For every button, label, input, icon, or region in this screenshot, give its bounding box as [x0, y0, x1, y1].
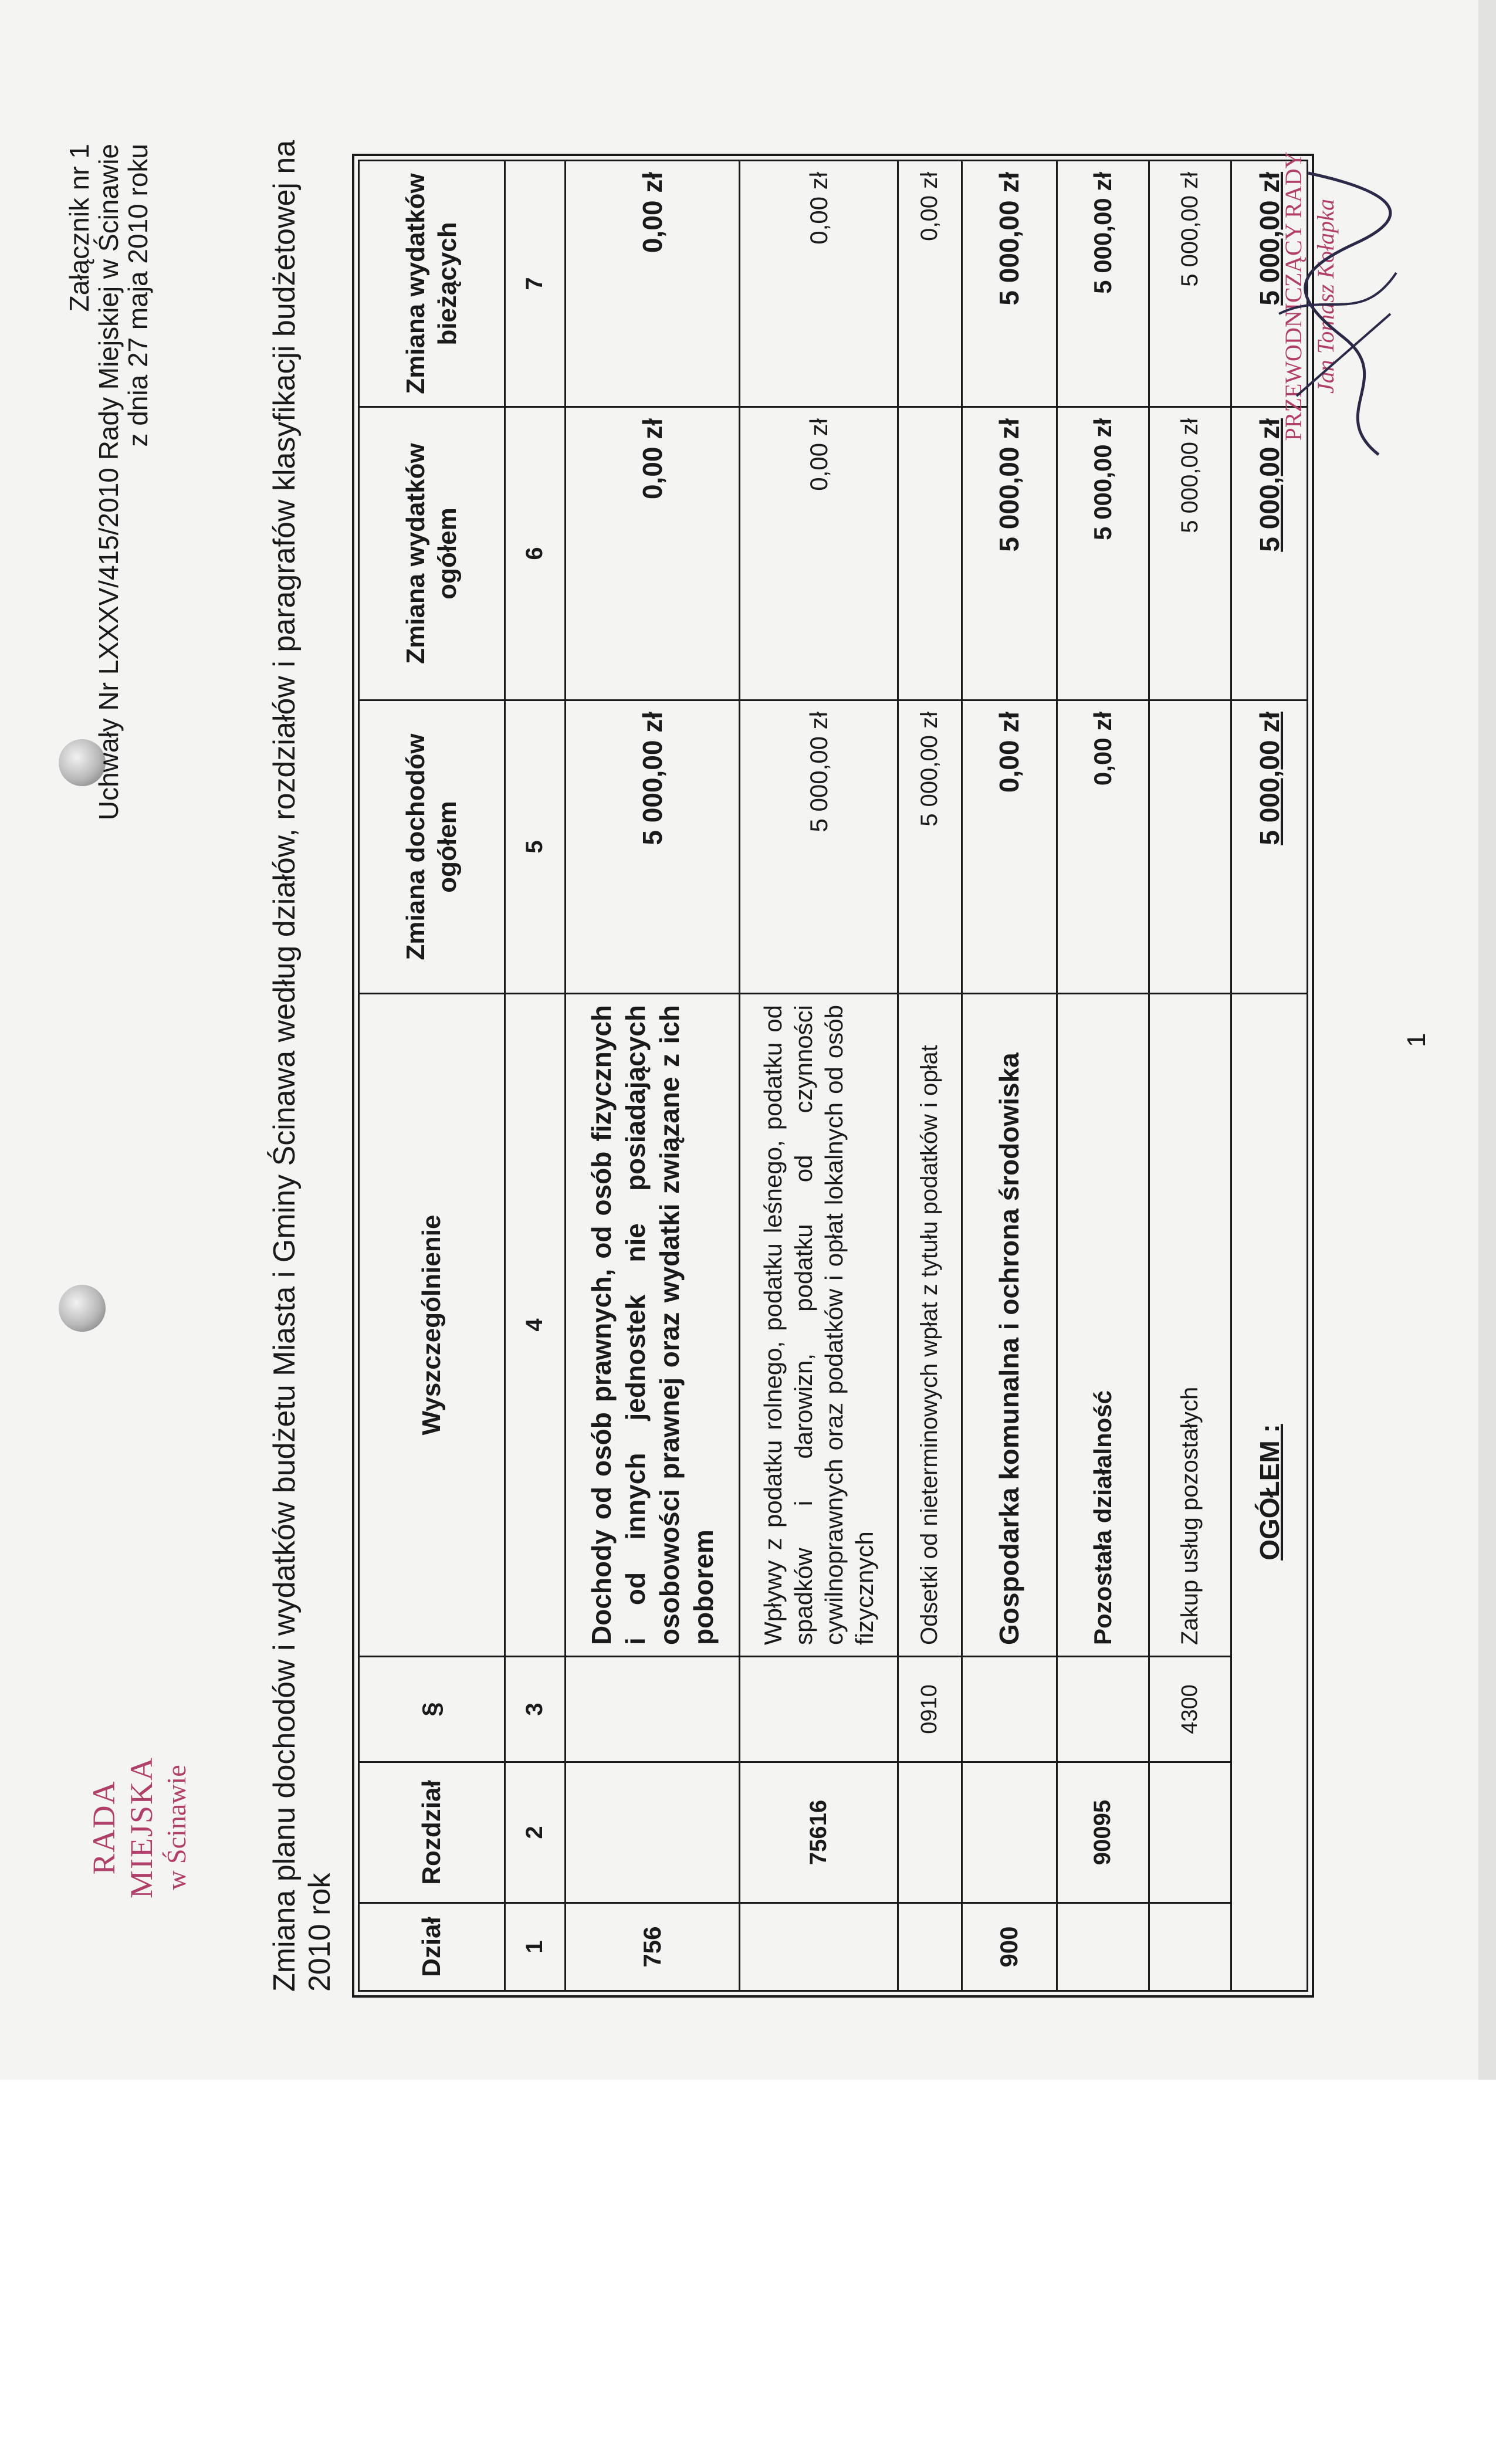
wydatki-cell: 0,00 zł [739, 407, 898, 700]
document-title: Zmiana planu dochodów i wydatków budżetu Miasta i Gminy Ścinawa według działów, rozdziałów i paragrafów klasyfikacji budżetowej na 2010 rok [268, 140, 337, 1992]
biezace-cell: 5 000,00 zł [962, 161, 1057, 407]
council-stamp [85, 1734, 193, 1921]
paragraf-cell [1057, 1657, 1149, 1762]
header-dzial: Dział [359, 1903, 505, 1991]
biezace-cell: 5 000,00 zł [1057, 161, 1149, 407]
table-header-row [359, 161, 505, 1991]
rozdzial-cell [962, 1762, 1057, 1903]
dzial-cell [898, 1903, 962, 1991]
rozdzial-cell [565, 1762, 739, 1903]
table-row [898, 161, 962, 1991]
rozdzial-cell [898, 1762, 962, 1903]
resolution-label: Uchwały Nr LXXXV/415/2010 Rady Miejskiej w Ścinawie [93, 144, 124, 821]
page-number: 1 [1402, 1033, 1431, 1047]
dzial-cell [1149, 1903, 1231, 1991]
table-row [1149, 161, 1231, 1991]
description-cell: Pozostała działalność [1057, 994, 1149, 1657]
table-row [739, 161, 898, 1991]
rozdzial-cell: 90095 [1057, 1762, 1149, 1903]
rozdzial-cell: 75616 [739, 1762, 898, 1903]
table-row [1057, 161, 1149, 1991]
table-row [565, 161, 739, 1991]
dochody-cell: 5 000,00 zł [565, 700, 739, 994]
paragraf-cell: 4300 [1149, 1657, 1231, 1762]
description-cell: Zakup usług pozostałych [1149, 994, 1231, 1657]
column-number: 5 [505, 700, 565, 994]
dzial-cell: 900 [962, 1903, 1057, 1991]
column-number: 6 [505, 407, 565, 700]
wydatki-cell: 5 000,00 zł [1057, 407, 1149, 700]
total-dochody: 5 000,00 zł [1231, 700, 1308, 994]
total-label: OGÓŁEM : [1231, 994, 1308, 1991]
dochody-cell: 5 000,00 zł [739, 700, 898, 994]
budget-table [358, 160, 1308, 1992]
wydatki-cell: 5 000,00 zł [1149, 407, 1231, 700]
paragraf-cell [962, 1657, 1057, 1762]
council-stamp-line2: w Ścinawie [161, 1765, 191, 1890]
document-header [65, 144, 153, 877]
description-cell: Dochody od osób prawnych, od osób fizycznych i od innych jednostek nie posiadających osobowości prawnej oraz wydatki związane z ich poborem [565, 994, 739, 1657]
wydatki-cell: 0,00 zł [565, 407, 739, 700]
dzial-cell [1057, 1903, 1149, 1991]
dochody-cell: 5 000,00 zł [898, 700, 962, 994]
dochody-cell: 0,00 zł [1057, 700, 1149, 994]
column-number-row [505, 161, 565, 1991]
council-stamp-line1: RADA MIEJSKA [86, 1756, 159, 1899]
paragraf-cell: 0910 [898, 1657, 962, 1762]
resolution-date: z dnia 27 maja 2010 roku [123, 144, 153, 447]
attachment-label: Załącznik nr 1 [64, 144, 94, 312]
biezace-cell: 0,00 zł [898, 161, 962, 407]
header-rozdzial: Rozdział [359, 1762, 505, 1903]
column-number: 3 [505, 1657, 565, 1762]
header-zmiana-dochodow: Zmiana dochodów ogółem [359, 700, 505, 994]
biezace-cell: 0,00 zł [739, 161, 898, 407]
rozdzial-cell [1149, 1762, 1231, 1903]
wydatki-cell: 5 000,00 zł [962, 407, 1057, 700]
dochody-cell: 0,00 zł [962, 700, 1057, 994]
description-cell: Wpływy z podatku rolnego, podatku leśnego, podatku od spadków i darowizn, podatku od czynności cywilnoprawnych oraz podatków i opłat lokalnych od osób fizycznych [739, 994, 898, 1657]
header-wyszczegolnienie: Wyszczególnienie [359, 994, 505, 1657]
header-paragraf: § [359, 1657, 505, 1762]
header-zmiana-wydatkow: Zmiana wydatków ogółem [359, 407, 505, 700]
table-row [962, 161, 1057, 1991]
column-number: 1 [505, 1903, 565, 1991]
chairman-stamp-name: Jan Tomasz Kołapka [1312, 199, 1339, 394]
column-number: 7 [505, 161, 565, 407]
total-biezace: 5 000,00 zł [1231, 161, 1308, 407]
total-wydatki: 5 000,00 zł [1231, 407, 1308, 700]
header-zmiana-wydatkow-biezacych: Zmiana wydatków bieżących [359, 161, 505, 407]
dzial-cell: 756 [565, 1903, 739, 1991]
biezace-cell: 5 000,00 zł [1149, 161, 1231, 407]
chairman-stamp-title: PRZEWODNICZĄCY RADY [1280, 151, 1307, 441]
paragraf-cell [739, 1657, 898, 1762]
chairman-signature [1255, 161, 1408, 466]
description-cell: Gospodarka komunalna i ochrona środowiska [962, 994, 1057, 1657]
dzial-cell [739, 1903, 898, 1991]
column-number: 4 [505, 994, 565, 1657]
paragraf-cell [565, 1657, 739, 1762]
dochody-cell [1149, 700, 1231, 994]
description-cell: Odsetki od nieterminowych wpłat z tytułu podatków i opłat [898, 994, 962, 1657]
column-number: 2 [505, 1762, 565, 1903]
biezace-cell: 0,00 zł [565, 161, 739, 407]
wydatki-cell [898, 407, 962, 700]
